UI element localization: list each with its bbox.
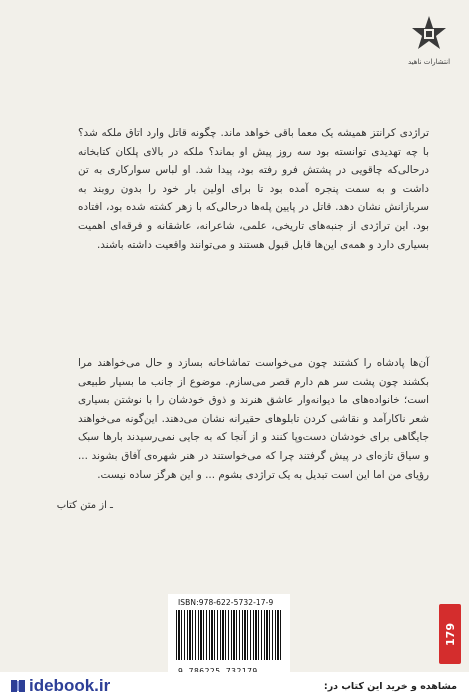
- publisher-logo: [403, 14, 455, 66]
- footer-caption: مشاهده و خرید این کتاب در:: [323, 680, 457, 692]
- isbn-label: ISBN:978-622-5732-17-9: [178, 598, 274, 607]
- blurb-paragraph-2: [78, 354, 429, 484]
- barcode-icon: [176, 610, 282, 660]
- site-footer: [0, 672, 469, 700]
- publisher-name: انتشارات ناهید: [407, 58, 451, 66]
- blurb-text-1: تراژدی کرانتز همیشه یک معما باقی خواهد ماند. چگونه قاتل وارد اتاق ملکه شد؟ با چه تهدیدی توانسته بود سه روز پیش او بماند؟ ملکه در بالای پلکان کتابخانه درحالی‌که چاقویی در پشتش فرو رفته بود، پیدا شد. او لباس سوارکاری به تن داشت و به سمت پنجره آمده بود تا برای اولین بار خود را بدون روبند به سربازانش نشان دهد. قاتل در پایین پله‌ها درحالی‌که با زهر کشته شده بود، افتاده بود. این تراژدی از جنبه‌های تاریخی، علمی، شاعرانه، عاشقانه و فرقه‌ای اهمیت بسیاری دارد و همه‌ی این‌ها قابل قبول هستند و می‌توانند واقعیت داشته باشند.: [78, 127, 429, 251]
- idebook-link[interactable]: [10, 676, 110, 696]
- publisher-star-icon: [409, 14, 449, 54]
- book-icon: [10, 678, 26, 694]
- price-badge-number: 179: [443, 622, 457, 646]
- brand-text: idebook.ir: [29, 676, 111, 695]
- blurb-text-2: آن‌ها پادشاه را کشتند چون می‌خواست تماشاخانه بسازد و حال می‌خواهند مرا بکشند چون پشت سر هم دارم قصر می‌سازم. موضوع از جانب ما بسیار طبیعی است؛ خانواده‌های ما دیوانه‌وار عاشق هنرند و ذوق خودشان را با نوشتن بسیاری شعر ناکارآمد و نقاشی کردن تابلوهای حقیرانه نشان می‌دهند. این‌گونه می‌خواهند جایگاهی برای خودشان دست‌وپا کنند و از آنجا که به جایی نمی‌رسیدند بارها سبک و سیاق تازه‌ای در پیش گرفتند چرا که می‌خواستند در هنر شهره‌ی آفاق بشوند ... رؤیای من اما این است تبدیل به یک تراژدی بشوم ... و این هرگز ساده نیست.: [78, 357, 429, 481]
- blurb-paragraph-1: [78, 124, 429, 254]
- barcode-panel: [168, 594, 290, 680]
- price-badge: [439, 604, 461, 664]
- source-note: ـ از متن کتاب: [56, 500, 113, 511]
